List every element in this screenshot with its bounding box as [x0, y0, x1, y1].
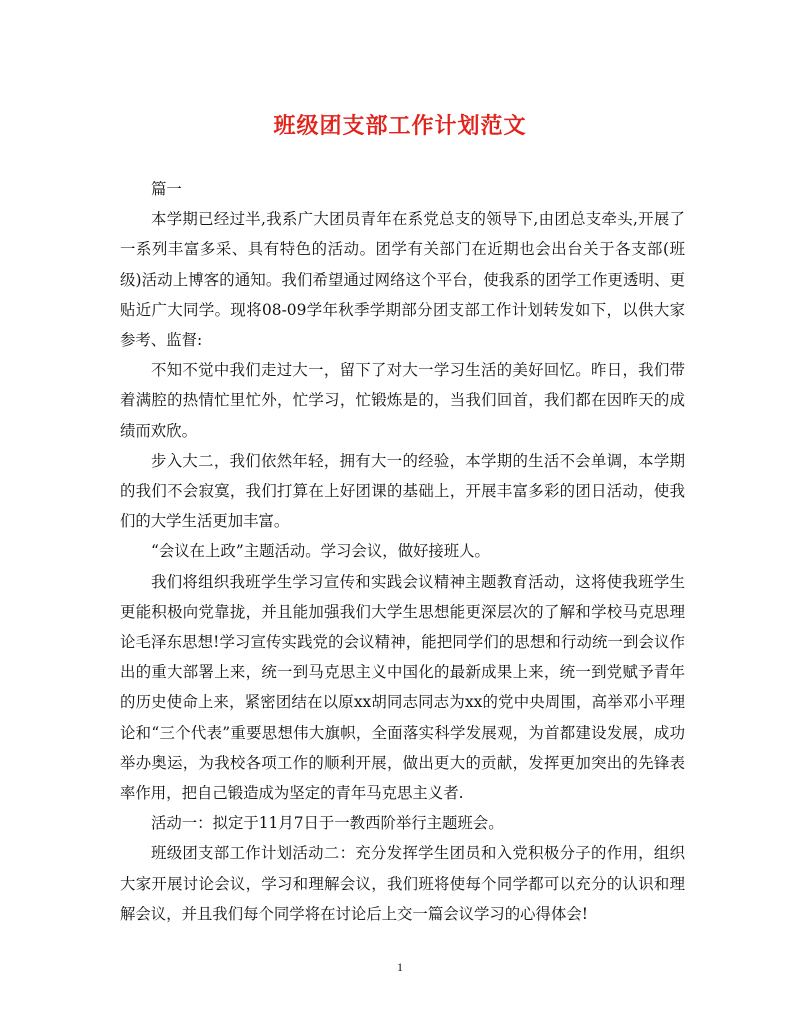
paragraph: 本学期已经过半,我系广大团员青年在系党总支的领导下,由团总支牵头,开展了一系列丰富多采、具有特色的活动。团学有关部门在近期也会出台关于各支部(班级)活动上博客的通知。我们希望通过网络这个平台，使我系的团学工作更透明、更贴近广大同学。现将08-09学年秋季学期部分团支部工作计划转发如下，以供大家参考、监督:: [120, 210, 685, 350]
document-title: 班级团支部工作计划范文: [273, 113, 527, 139]
paragraph: 活动一：拟定于11月7日于一教西阶举行主题班会。: [151, 814, 504, 833]
paragraph: 我们将组织我班学生学习宣传和实践会议精神主题教育活动，这将使我班学生更能积极向党靠拢，并且能加强我们大学生思想能更深层次的了解和学校马克思理论毛泽东思想!学习宣传实践党的会议精神，能把同学们的思想和行动统一到会议作出的重大部署上来，统一到马克思主义中国化的最新成果上来，统一到党赋予青年的历史使命上来，紧密团结在以原xx胡同志同志为xx的党中央周围，高举邓小平理论和“三个代表”重要思想伟大旗帜，全面落实科学发展观，为首都建设发展，成功举办奥运，为我校各项工作的顺利开展，做出更大的贡献，发挥更加突出的先锋表率作用，把自己锻造成为坚定的青年马克思主义者.: [120, 572, 685, 803]
document-body: [120, 174, 685, 929]
paragraph: 步入大二，我们依然年轻，拥有大一的经验，本学期的生活不会单调，本学期的我们不会寂寞，我们打算在上好团课的基础上，开展丰富多彩的团日活动，使我们的大学生活更加丰富。: [120, 451, 685, 531]
paragraph-section-label: 篇一: [151, 180, 182, 198]
page-number: 1: [397, 960, 403, 974]
paragraph: 班级团支部工作计划活动二：充分发挥学生团员和入党积极分子的作用，组织大家开展讨论会议，学习和理解会议，我们班将使每个同学都可以充分的认识和理解会议，并且我们每个同学将在讨论后上交一篇会议学习的心得体会!: [120, 844, 685, 923]
paragraph: 不知不觉中我们走过大一，留下了对大一学习生活的美好回忆。昨日，我们带着满腔的热情忙里忙外，忙学习，忙锻炼是的，当我们回首，我们都在因昨天的成绩而欢欣。: [120, 361, 685, 440]
paragraph: “会议在上政”主题活动。学习会议，做好接班人。: [151, 542, 490, 561]
